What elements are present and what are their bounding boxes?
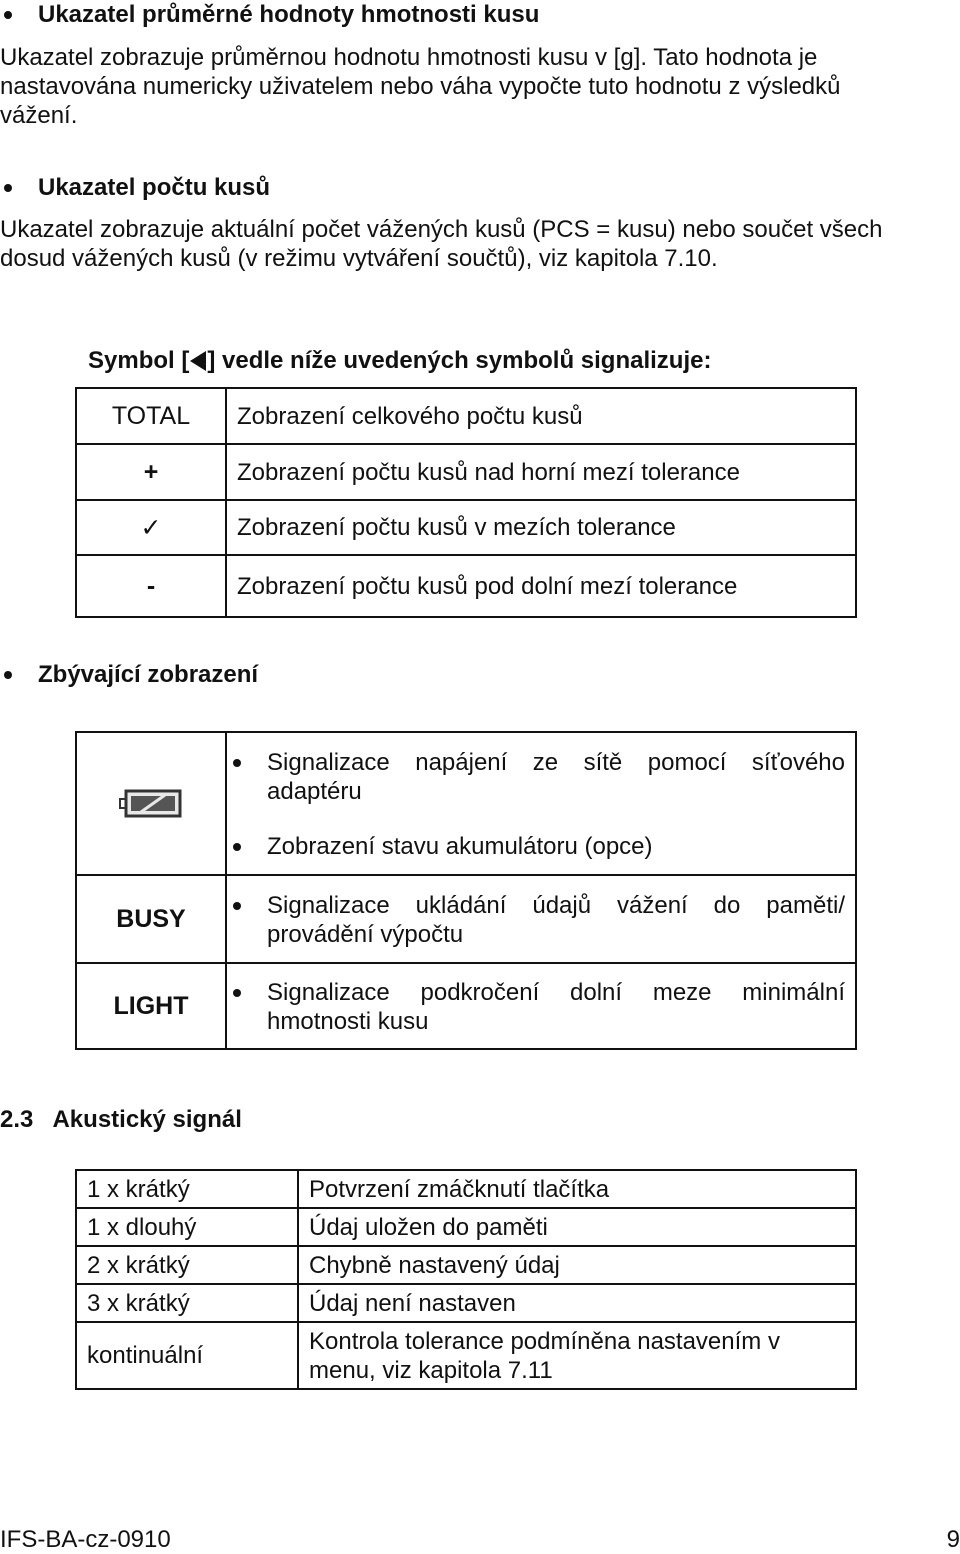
paragraph-line: dosud vážených kusů (v režimu vytváření součtů), viz kapitola 7.10. xyxy=(0,245,718,272)
list-item xyxy=(267,978,845,1036)
table-row xyxy=(76,1246,856,1284)
symbol-note-prefix: Symbol [ xyxy=(88,347,190,374)
list-item-text: Signalizace ukládání údajů vážení do paměti/ provádění výpočtu xyxy=(267,892,845,948)
footer-doc-id: IFS-BA-cz-0910 xyxy=(0,1526,171,1553)
acoustic-signal-table xyxy=(75,1169,857,1390)
signal-type: 3 x krátký xyxy=(76,1284,298,1322)
signal-meaning: Údaj není nastaven xyxy=(298,1284,856,1322)
checkmark-icon: ✓ xyxy=(76,500,226,555)
battery-icon xyxy=(119,788,183,820)
table-row xyxy=(76,732,856,875)
symbol-description: Zobrazení počtu kusů nad horní mezí tolerance xyxy=(226,444,856,500)
signal-type: kontinuální xyxy=(76,1322,298,1389)
list-item xyxy=(267,832,845,861)
signal-meaning: Chybně nastavený údaj xyxy=(298,1246,856,1284)
bullet-icon xyxy=(4,671,12,679)
bullet-icon xyxy=(233,989,241,997)
paragraph-line: vážení. xyxy=(0,102,78,129)
symbol-description: Zobrazení celkového počtu kusů xyxy=(226,388,856,444)
paragraph-average-weight xyxy=(0,43,950,130)
signal-meaning: Potvrzení zmáčknutí tlačítka xyxy=(298,1170,856,1208)
table-row xyxy=(76,1170,856,1208)
table-row xyxy=(76,963,856,1049)
battery-icon-cell xyxy=(76,732,226,875)
bullet-icon xyxy=(233,759,241,767)
remaining-indicators-table xyxy=(75,731,857,1050)
table-row xyxy=(76,1284,856,1322)
section-heading-average-weight: Ukazatel průměrné hodnoty hmotnosti kusu xyxy=(38,1,540,28)
symbol-plus: + xyxy=(76,444,226,500)
paragraph-line: nastavována numericky uživatelem nebo váha vypočte tuto hodnotu z výsledků xyxy=(0,73,841,100)
list-item-text: Signalizace napájení ze sítě pomocí síťového adaptéru xyxy=(267,749,845,805)
section-heading-piece-count: Ukazatel počtu kusů xyxy=(38,174,271,201)
symbol-note xyxy=(88,346,711,375)
table-row xyxy=(76,500,856,555)
battery-description xyxy=(226,732,856,875)
symbol-note-suffix: ] vedle níže uvedených symbolů signalizuje: xyxy=(207,347,712,374)
busy-label: BUSY xyxy=(76,875,226,963)
symbols-table xyxy=(75,387,857,618)
symbol-total: TOTAL xyxy=(76,388,226,444)
symbol-description: Zobrazení počtu kusů v mezích tolerance xyxy=(226,500,856,555)
signal-meaning: Kontrola tolerance podmíněna nastavením v menu, viz kapitola 7.11 xyxy=(298,1322,856,1389)
signal-type: 1 x krátký xyxy=(76,1170,298,1208)
table-row xyxy=(76,388,856,444)
busy-description xyxy=(226,875,856,963)
bullet-icon xyxy=(233,843,241,851)
list-item xyxy=(267,748,845,806)
table-row xyxy=(76,555,856,617)
signal-meaning: Údaj uložen do paměti xyxy=(298,1208,856,1246)
section-heading-remaining: Zbývající zobrazení xyxy=(38,661,259,688)
light-label: LIGHT xyxy=(76,963,226,1049)
symbol-description: Zobrazení počtu kusů pod dolní mezí tolerance xyxy=(226,555,856,617)
footer-page-number: 9 xyxy=(946,1526,960,1553)
signal-type: 2 x krátký xyxy=(76,1246,298,1284)
list-item-text: Signalizace podkročení dolní meze minimální hmotnosti kusu xyxy=(267,979,845,1035)
bullet-icon xyxy=(4,184,12,192)
bullet-icon xyxy=(4,11,12,19)
list-item xyxy=(267,891,845,949)
paragraph-line: Ukazatel zobrazuje průměrnou hodnotu hmotnosti kusu v [g]. Tato hodnota je xyxy=(0,44,818,71)
paragraph-line: Ukazatel zobrazuje aktuální počet vážených kusů (PCS = kusu) nebo součet všech xyxy=(0,216,883,243)
section-heading-acoustic-signal: 2.3 Akustický signál xyxy=(0,1106,242,1133)
signal-type: 1 x dlouhý xyxy=(76,1208,298,1246)
bullet-icon xyxy=(233,902,241,910)
light-description xyxy=(226,963,856,1049)
table-row xyxy=(76,444,856,500)
symbol-minus: - xyxy=(76,555,226,617)
table-row xyxy=(76,1208,856,1246)
paragraph-piece-count xyxy=(0,215,950,273)
left-triangle-icon xyxy=(190,351,206,371)
list-item-text: Zobrazení stavu akumulátoru (opce) xyxy=(267,833,653,860)
table-row xyxy=(76,1322,856,1389)
table-row xyxy=(76,875,856,963)
